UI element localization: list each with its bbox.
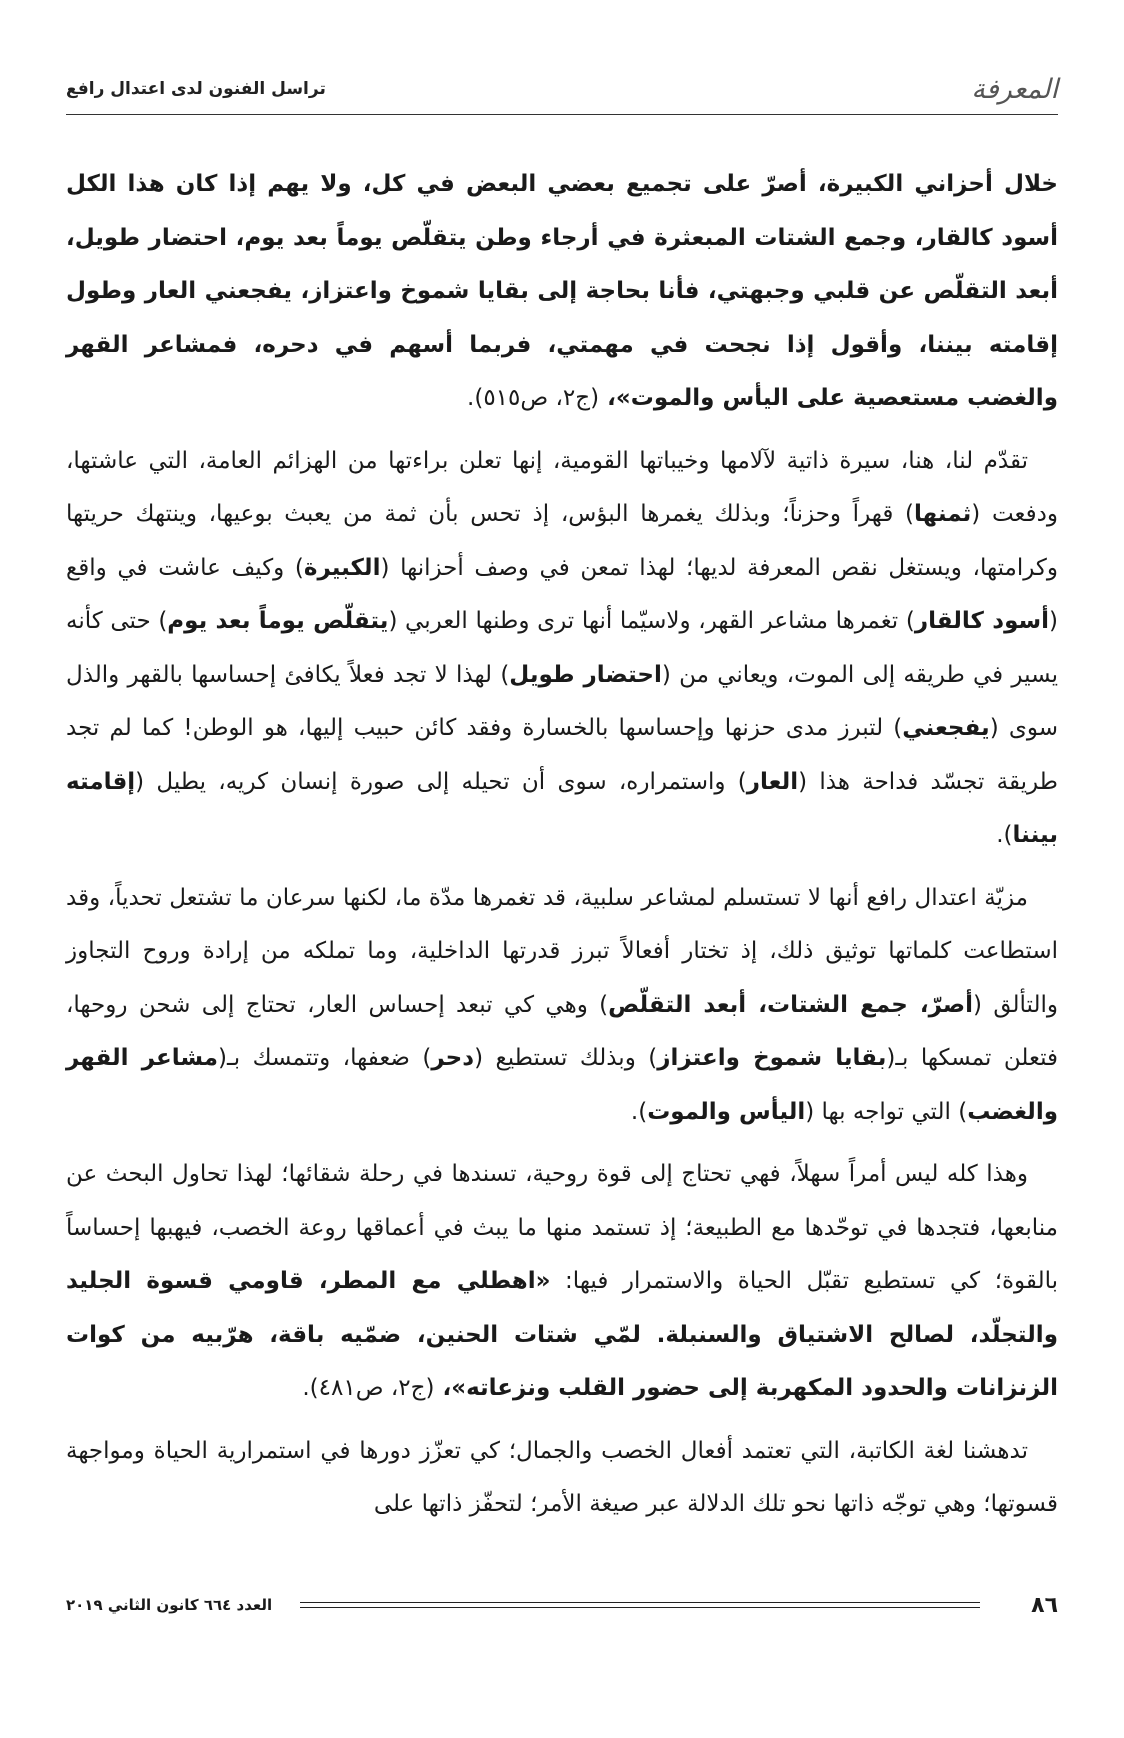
article-title: تراسل الفنون لدى اعتدال رافع: [66, 79, 326, 99]
text-run: ).: [630, 1098, 648, 1125]
text-run: ) ضعفها، وتتمسك بـ(: [218, 1045, 432, 1071]
paragraph-quote: [66, 158, 1058, 426]
bold-phrase: الكبيرة: [303, 554, 381, 581]
text-run: وهذا كله ليس أمراً سهلاً، فهي تحتاج إلى قوة روحية، تسندها في رحلة شقائها؛ لهذا تحاول البحث عن منابعها، فتجدها في توحّدها مع الطبيعة؛ إذ تستمد منها ما يبث في أعماقها روعة الخصب، فيهبها إحساساً بالقوة؛ كي تستطيع تقبّل الحياة والاستمرار فيها:: [66, 1161, 1058, 1294]
text-run: ) التي تواجه بها (: [805, 1098, 968, 1125]
bold-phrase: العار: [746, 768, 799, 795]
article-body: [66, 158, 1058, 1541]
bold-phrase: بقايا شموخ واعتزاز: [657, 1045, 887, 1071]
bold-phrase: اليأس والموت: [647, 1098, 806, 1125]
text-run: ) لهذا لا تجد فعلاً يكافئ إحساسها بالقهر والذل سوى (: [66, 661, 1058, 741]
text-run: ) وبذلك تستطيع (: [474, 1045, 658, 1071]
header-rule: [66, 114, 1058, 115]
text-run: ) وكيف عاشت في واقع (: [66, 554, 1058, 634]
page-footer: [66, 1587, 1058, 1623]
citation: (ج٢، ص٤٨١).: [302, 1375, 435, 1401]
paragraph: [66, 872, 1058, 1140]
text-run: ) وهي كي تبعد إحساس العار، تحتاج إلى شحن روحها، فتعلن تمسكها بـ(: [66, 991, 1059, 1071]
issue-info: العدد ٦٦٤ كانون الثاني ٢٠١٩: [66, 1596, 273, 1614]
running-header: [66, 68, 1058, 110]
text-run: تدهشنا لغة الكاتبة، التي تعتمد أفعال الخصب والجمال؛ كي تعزّز دورها في استمرارية الحياة ومواجهة قسوتها؛ وهي توجّه ذاتها نحو تلك الدلالة عبر صيغة الأمر؛ لتحفّز ذاتها على: [66, 1437, 1058, 1517]
quote-text: خلال أحزاني الكبيرة، أصرّ على تجميع بعضي البعض في كل، ولا يهم إذا كان هذا الكل أسود كالقار، وجمع الشتات المبعثرة في أرجاء وطن يتقلّص يوماً بعد يوم، احتضار طويل، أبعد التقلّص عن قلبي وجبهتي، فأنا بحاجة إلى بقايا شموخ واعتزاز، يفجعني العار وطول إقامته بيننا، وأقول إذا نجحت في مهمتي، فربما أسهم في دحره، فمشاعر القهر والغضب مستعصية على اليأس والموت»،: [66, 171, 1058, 411]
bold-phrase: أصرّ، جمع الشتات، أبعد التقلّص: [608, 991, 973, 1018]
bold-phrase: ثمنها: [914, 501, 972, 527]
bold-phrase: دحر: [431, 1045, 475, 1071]
footer-rule: [300, 1602, 980, 1608]
bold-phrase: يتقلّص يوماً بعد يوم: [167, 608, 389, 634]
text-run: ) حتى كأنه يسير في طريقه إلى الموت، ويعاني من (: [66, 608, 1058, 688]
text-run: ) تغمرها مشاعر القهر، ولاسيّما أنها ترى وطنها العربي (: [388, 608, 915, 634]
text-run: ) قهراً وحزناً؛ وبذلك يغمرها البؤس، إذ تحس بأن ثمة من يعبث بوعيها، وينتهك حريتها وكرامتها، ويستغل نقص المعرفة لديها؛ لهذا تمعن في وصف أحزانها (: [66, 501, 1058, 581]
paragraph: [66, 1148, 1058, 1416]
bold-quote: «اهطلي مع المطر، قاومي قسوة الجليد والتجلّد، لصالح الاشتياق والسنبلة. لمّي شتات الحنين، ضمّيه باقة، هرّبيه من كوات الزنزانات والحدود المكهربة إلى حضور القلب ونزعاته»،: [66, 1268, 1058, 1401]
bold-phrase: يفجعني: [902, 715, 990, 741]
paragraph: [66, 1425, 1058, 1532]
text-run: ) لتبرز مدى حزنها وإحساسها بالخسارة وفقد كائن حبيب إليها، هو الوطن! كما لم تجد طريقة تجسّد فداحة هذا (: [66, 715, 1058, 795]
bold-phrase: أسود كالقار: [914, 608, 1049, 634]
paragraph: [66, 435, 1058, 863]
bold-phrase: إقامته بيننا: [66, 768, 1058, 848]
text-run: ) واستمراره، سوى أن تحيله إلى صورة إنسان كريه، يطيل (: [135, 768, 747, 795]
text-run: ).: [996, 822, 1013, 848]
page-number: ٨٦: [1031, 1592, 1058, 1618]
citation: (ج٢، ص٥١٥).: [467, 385, 600, 411]
text-run: مزيّة اعتدال رافع أنها لا تستسلم لمشاعر سلبية، قد تغمرها مدّة ما، لكنها سرعان ما تشتعل تحدياً، وقد استطاعت كلماتها توثيق ذلك، إذ تختار أفعالاً تبرز قدرتها الداخلية، وما تملكه من إرادة وروح التجاوز والتألق (: [66, 884, 1058, 1018]
bold-phrase: مشاعر القهر والغضب: [66, 1045, 1058, 1125]
journal-logo: المعرفة: [971, 73, 1058, 105]
bold-phrase: احتضار طويل: [509, 661, 662, 688]
text-run: تقدّم لنا، هنا، سيرة ذاتية لآلامها وخيباتها القومية، إنها تعلن براءتها من الهزائم العامة، التي عاشتها، ودفعت (: [66, 447, 1058, 527]
